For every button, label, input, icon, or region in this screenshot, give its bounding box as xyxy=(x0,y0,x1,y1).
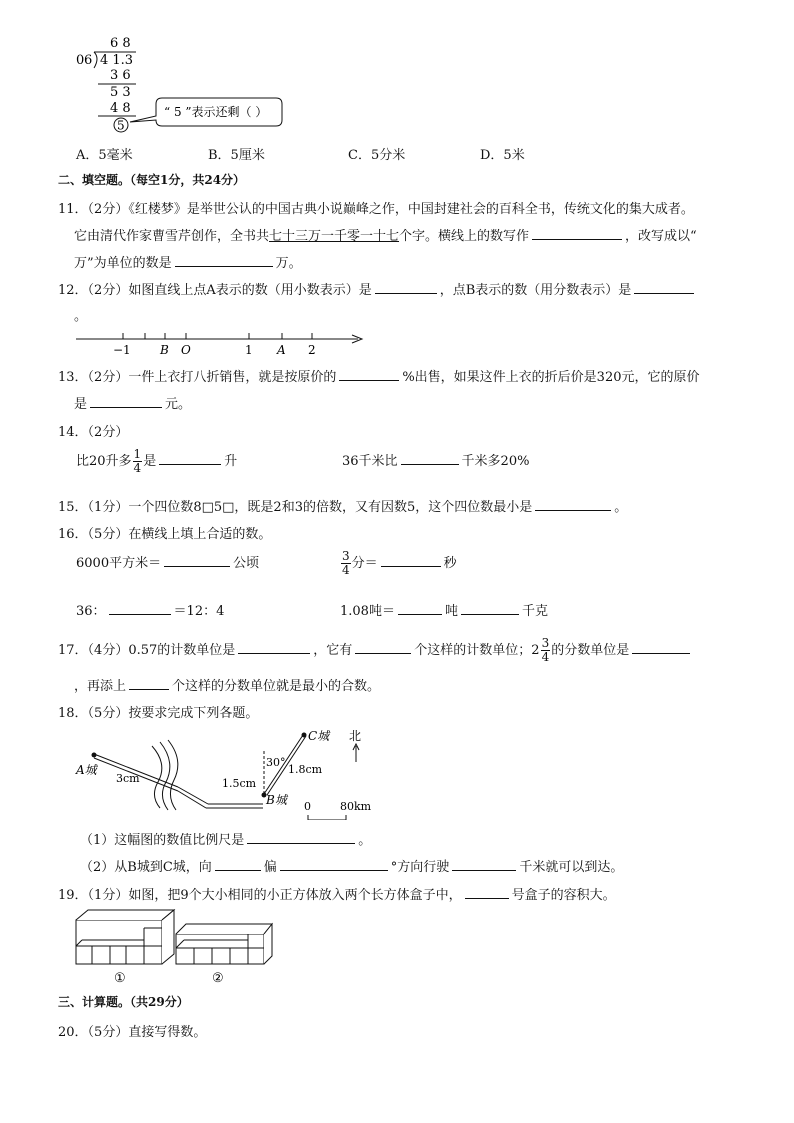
tick-label-2: 2 xyxy=(308,343,316,357)
q12-blank-1[interactable] xyxy=(375,279,437,294)
q18-text: 。 xyxy=(358,833,372,848)
q12-line xyxy=(58,279,697,298)
b-city-label: B城 xyxy=(266,793,287,807)
q14-left xyxy=(76,448,237,475)
distance-b-label: 1.5cm xyxy=(222,777,257,790)
q13-line1 xyxy=(58,366,700,385)
q14-head: 14．（2分） xyxy=(58,425,129,440)
q17-text: ，再添上 xyxy=(74,679,127,694)
q12-period: 。 xyxy=(74,309,88,324)
q18-sub1 xyxy=(80,829,371,848)
q11-blank-1[interactable] xyxy=(532,225,622,240)
division-step1: 3 6 xyxy=(110,68,131,83)
callout-text: “ 5 ”表示还剩（ ） xyxy=(164,105,268,119)
q14-text: 是 xyxy=(143,454,157,469)
q14-frac-num: 1 xyxy=(133,447,142,461)
q19-line xyxy=(58,884,616,903)
c-city-label: C城 xyxy=(308,729,330,743)
origin-label: O xyxy=(181,343,191,357)
q11-text: ，改写成以“ xyxy=(625,229,697,244)
q17-frac-num: 3 xyxy=(541,636,550,650)
q16-text: ＝12：4 xyxy=(173,604,225,619)
q17-line1 xyxy=(58,637,693,664)
q17-blank-3[interactable] xyxy=(632,639,690,654)
q17-text: ，它有 xyxy=(313,643,353,658)
q11-line1: 11．（2分）《红楼梦》是举世公认的中国古典小说巅峰之作，中国封建社会的百科全书，传统文化的集大成者。 xyxy=(58,202,694,217)
q16-row1-left xyxy=(76,552,259,571)
c-city-dot xyxy=(302,733,307,738)
q16-text: 秒 xyxy=(443,556,457,571)
q16-head: 16．（5分）在横线上填上合适的数。 xyxy=(58,527,272,542)
q14-text: 36千米比 xyxy=(342,454,398,469)
box-1-label: ① xyxy=(114,971,126,986)
point-b-label: B xyxy=(160,343,169,357)
q16-frac-den: 4 xyxy=(342,563,350,577)
q18-blank-3[interactable] xyxy=(280,856,388,871)
q17-frac-den: 4 xyxy=(541,650,550,664)
q16-row1-right xyxy=(340,550,457,577)
q14-text: 千米多20% xyxy=(461,454,530,469)
section2-title: 二、填空题。（每空1分，共24分） xyxy=(58,173,246,187)
q16-blank-4[interactable] xyxy=(398,600,442,615)
section3-title: 三、计算题。（共29分） xyxy=(58,995,189,1009)
division-divisor: 6 xyxy=(84,53,93,68)
q14-blank-2[interactable] xyxy=(401,450,459,465)
q11-text: 个字。横线上的数写作 xyxy=(399,229,530,244)
q19-text: 号盒子的容积大。 xyxy=(511,888,616,903)
q11-line2 xyxy=(74,225,697,244)
q16-text: 6000平方米＝ xyxy=(76,556,162,571)
q17-text: 个这样的分数单位就是最小的合数。 xyxy=(172,679,381,694)
point-a-label: A xyxy=(277,343,286,357)
q18-text: °方向行驶 xyxy=(390,860,450,875)
q17-blank-1[interactable] xyxy=(238,639,310,654)
q17-text: 个这样的计数单位；2 xyxy=(414,643,540,658)
q16-fraction xyxy=(341,550,351,577)
choice-d[interactable]: D．5米 xyxy=(480,148,525,163)
q16-text: 分＝ xyxy=(351,556,378,571)
q18-head: 18．（5分）按要求完成下列各题。 xyxy=(58,706,259,721)
choice-c[interactable]: C．5分米 xyxy=(348,148,406,163)
choice-a[interactable]: A．5毫米 xyxy=(76,148,133,163)
distance-a-label: 3cm xyxy=(116,772,140,785)
q20-line: 20．（5分）直接写得数。 xyxy=(58,1025,207,1040)
q18-text: （1）这幅图的数值比例尺是 xyxy=(80,833,245,848)
q11-text: 它由清代作家曹雪芹创作，全书共 xyxy=(74,229,270,244)
q16-row2-left xyxy=(76,600,224,619)
a-city-label: A城 xyxy=(76,763,97,777)
box-1 xyxy=(76,910,174,964)
q17-line2 xyxy=(74,675,380,694)
q14-text: 升 xyxy=(224,454,238,469)
q12-text: ，点B表示的数（用分数表示）是 xyxy=(439,283,632,298)
number-line xyxy=(70,328,370,358)
q14-text: 比20升多 xyxy=(76,454,132,469)
q14-frac-den: 4 xyxy=(133,461,142,475)
distance-c-label: 1.8cm xyxy=(288,763,323,776)
q11-text: 万”为单位的数是 xyxy=(74,256,172,271)
division-remainder: 5 xyxy=(117,118,125,133)
q15-text: 15．（1分）一个四位数8□5□，既是2和3的倍数，又有因数5，这个四位数最小是 xyxy=(58,500,533,515)
q16-blank-1[interactable] xyxy=(164,552,230,567)
q16-blank-5[interactable] xyxy=(461,600,519,615)
q16-text: 36： xyxy=(76,604,106,619)
q16-text: 吨 xyxy=(444,604,458,619)
division-step3: 4 8 xyxy=(110,101,131,116)
q18-text: 偏 xyxy=(263,860,277,875)
q17-fraction xyxy=(541,637,551,664)
q14-blank-1[interactable] xyxy=(159,450,221,465)
division-divisor-prefix: 0 xyxy=(76,53,85,68)
q18-blank-4[interactable] xyxy=(452,856,516,871)
box-2 xyxy=(176,924,272,964)
q18-text: 千米就可以到达。 xyxy=(519,860,624,875)
q11-number-words: 七十三万一千零一十七 xyxy=(269,229,400,244)
q14-fraction xyxy=(133,448,143,475)
q18-text: （2）从B城到C城，向 xyxy=(80,860,212,875)
q13-text: 是 xyxy=(74,397,88,412)
q18-sub2 xyxy=(80,856,623,875)
division-quotient: 6 8 xyxy=(110,36,131,51)
q17-blank-4[interactable] xyxy=(129,675,169,690)
q12-text: 12．（2分）如图直线上点A表示的数（用小数表示）是 xyxy=(58,283,372,298)
q13-line2 xyxy=(74,393,191,412)
q16-row2-right xyxy=(340,600,548,619)
q15-text: 。 xyxy=(614,500,628,515)
q11-blank-2[interactable] xyxy=(175,252,273,267)
long-division-figure xyxy=(70,34,300,138)
q15-line xyxy=(58,496,627,515)
q17-text: 的分数单位是 xyxy=(551,643,630,658)
north-label: 北 xyxy=(349,729,362,743)
a-city-dot xyxy=(92,753,97,758)
boxes-figure xyxy=(72,904,282,986)
division-dividend: 4 1.3 xyxy=(100,53,134,68)
q19-text: 19．（1分）如图，把9个大小相同的小正方体放入两个长方体盒子中， xyxy=(58,888,462,903)
q16-text: 公顷 xyxy=(233,556,260,571)
tick-label-minus1: −1 xyxy=(113,343,131,357)
division-step2: 5 3 xyxy=(110,85,131,100)
q12-blank-2[interactable] xyxy=(634,279,694,294)
q16-blank-3[interactable] xyxy=(109,600,171,615)
q13-text: 元。 xyxy=(165,397,192,412)
route-map xyxy=(70,724,400,820)
tick-label-1: 1 xyxy=(245,343,253,357)
q15-blank[interactable] xyxy=(535,496,611,511)
q16-blank-2[interactable] xyxy=(381,552,441,567)
scale-80km: 80km xyxy=(340,800,372,813)
scale-zero: 0 xyxy=(304,800,311,813)
q13-text: 13．（2分）一件上衣打八折销售，就是按原价的 xyxy=(58,370,337,385)
q13-text: %出售，如果这件上衣的折后价是320元，它的原价 xyxy=(402,370,700,385)
angle-label: 30° xyxy=(266,756,286,769)
q18-blank-2[interactable] xyxy=(215,856,261,871)
q13-blank-2[interactable] xyxy=(90,393,162,408)
q16-text: 1.08吨＝ xyxy=(340,604,395,619)
box-2-label: ② xyxy=(212,971,224,986)
q16-frac-num: 3 xyxy=(342,549,350,563)
q16-text: 千克 xyxy=(521,604,548,619)
q18-blank-1[interactable] xyxy=(247,829,355,844)
q19-blank[interactable] xyxy=(465,884,509,899)
choice-b[interactable]: B．5厘米 xyxy=(208,148,265,163)
q13-blank-1[interactable] xyxy=(339,366,399,381)
q17-text: 17．（4分）0.57的计数单位是 xyxy=(58,643,236,658)
q11-text: 万。 xyxy=(275,256,302,271)
q11-line3 xyxy=(74,252,302,271)
q14-right xyxy=(342,450,529,469)
q17-blank-2[interactable] xyxy=(355,639,411,654)
